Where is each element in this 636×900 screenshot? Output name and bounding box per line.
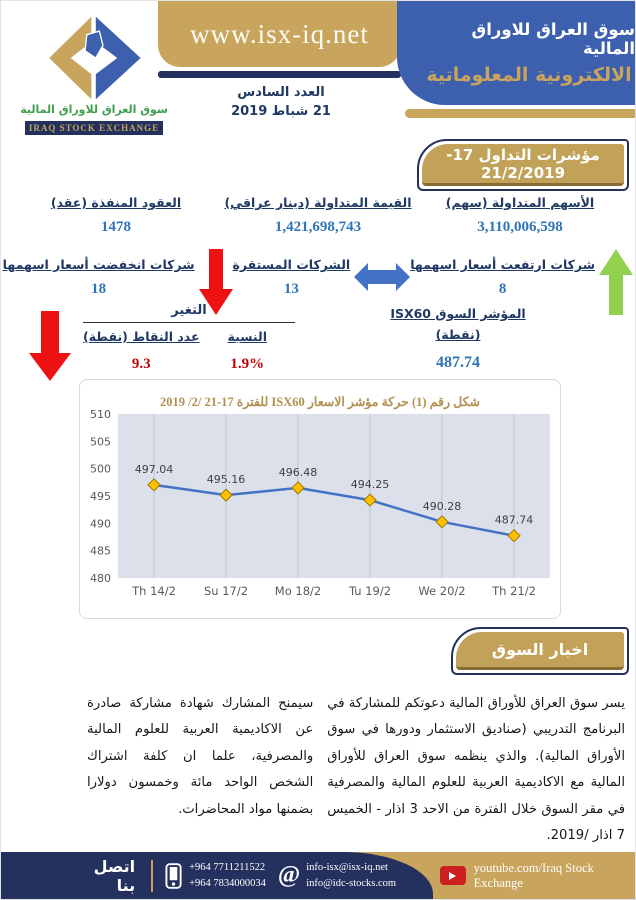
phone-icon — [165, 862, 182, 890]
stat-shares-traded — [419, 195, 621, 236]
move-label: الشركات المستقرة — [232, 257, 351, 272]
trading-indicators-banner-label: مؤشرات التداول 17-21/2/2019 — [422, 144, 624, 186]
masthead-gold-swoosh — [405, 109, 635, 118]
change-points-label: عدد النقاط (نقطة) — [83, 329, 200, 344]
big-red-down-arrow-icon — [29, 311, 71, 381]
stat-contracts-executed — [15, 195, 217, 236]
change-table — [83, 303, 295, 373]
svg-text:490: 490 — [90, 517, 111, 531]
svg-text:497.04: 497.04 — [134, 462, 174, 476]
isx60-value: 487.74 — [436, 353, 480, 371]
email-address-1[interactable]: info-isx@isx-iq.net — [306, 862, 388, 874]
stat-label: العقود المنفذة (عقد) — [50, 195, 182, 210]
news-paragraph-1: يسر سوق العراق للأوراق المالية دعوتكم للمشاركة في البرنامج التدريبي (صناديق الاستثمار ودورها في سوق الأوراق المالية). والذي ينظمه سوق العراق للأوراق المالية مع الاكاديمية العربية للعلوم المالية والمصرفية في مقر السوق خلال الفترة من الاحد 3 اذار - الخميس 7 اذار /2019. — [327, 696, 626, 844]
blue-horizontal-arrow-icon — [354, 259, 410, 295]
issue-date: 21 شباط 2019 — [231, 104, 331, 119]
email-at-icon: @ — [277, 862, 301, 888]
svg-text:495: 495 — [90, 490, 111, 503]
issue-block — [201, 85, 361, 119]
svg-text:510: 510 — [90, 410, 111, 421]
trading-indicators-banner — [417, 139, 629, 191]
svg-text:Tu 19/2: Tu 19/2 — [348, 584, 392, 598]
isx60-line-chart — [80, 410, 558, 608]
website-link[interactable]: www.isx-iq.net — [190, 18, 369, 49]
phone-number-1[interactable]: +964 7711211522 — [189, 862, 266, 874]
trading-stats-row — [1, 195, 635, 236]
isx60-label: المؤشر السوق ISX60 (نقطة) — [390, 306, 526, 343]
change-title: التغير — [83, 303, 295, 323]
isx-logo-icon — [40, 15, 148, 101]
footer — [1, 852, 636, 899]
youtube-link[interactable]: youtube.com/Iraq Stock Exchange — [473, 860, 594, 890]
news-paragraph-2: سيمنح المشارك شهادة مشاركة صادرة عن الاكاديمية العربية للعلوم المالية والمصرفية، علما ان كلفة اشتراك الشخص الواحد مائة وخمسون دولارا بضمنها مواد المحاضرات. — [87, 696, 314, 817]
masthead-title: سوق العراق للاوراق المالية — [471, 20, 635, 58]
issue-number: العدد السادس — [237, 85, 325, 100]
contact-us-label: اتصل بنا — [93, 856, 136, 895]
youtube-icon — [440, 866, 466, 885]
svg-text:490.28: 490.28 — [422, 499, 462, 513]
isx60-chart — [79, 379, 561, 619]
move-value: 13 — [283, 281, 299, 297]
svg-text:494.25: 494.25 — [350, 478, 390, 492]
stat-label: القيمة المتداولة (دينار عراقي) — [224, 195, 412, 210]
index-section — [1, 303, 635, 373]
svg-text:Th 14/2: Th 14/2 — [132, 584, 176, 598]
change-points-value: 9.3 — [131, 356, 151, 372]
market-news-banner — [451, 627, 629, 675]
change-percent-label: النسبة — [227, 329, 267, 344]
move-value: 18 — [91, 281, 107, 297]
svg-text:495.16: 495.16 — [206, 473, 246, 487]
change-percent — [200, 329, 295, 373]
move-label: شركات انخفضت أسعار اسهمها — [2, 257, 195, 272]
website-banner-underline — [158, 71, 401, 78]
svg-text:Mo 18/2: Mo 18/2 — [274, 584, 322, 598]
market-news-body — [87, 691, 625, 849]
isx60-index — [343, 303, 573, 373]
svg-text:487.74: 487.74 — [494, 513, 534, 527]
stat-value-traded — [217, 195, 419, 236]
svg-text:485: 485 — [90, 544, 111, 558]
stat-value: 3,110,006,598 — [477, 219, 563, 235]
isx-logo — [19, 15, 169, 135]
stat-value: 1478 — [101, 219, 131, 235]
market-news-banner-label: اخبار السوق — [456, 632, 624, 670]
move-value: 8 — [498, 281, 507, 297]
logo-english-text: IRAQ STOCK EXCHANGE — [25, 121, 163, 135]
svg-text:500: 500 — [90, 462, 111, 476]
footer-divider — [151, 860, 153, 892]
move-label: شركات ارتفعت أسعار اسهمها — [410, 257, 595, 272]
logo-arabic-text: سوق العراق للاوراق المالية — [20, 103, 168, 116]
website-banner — [158, 1, 401, 67]
svg-text:480: 480 — [90, 572, 111, 585]
stat-label: الأسهم المتداولة (سهم) — [445, 195, 595, 210]
stat-value: 1,421,698,743 — [274, 219, 362, 235]
svg-text:We 20/2: We 20/2 — [418, 584, 466, 598]
svg-text:496.48: 496.48 — [278, 465, 318, 479]
phone-number-2[interactable]: +964 7834000034 — [189, 877, 266, 889]
svg-text:Th 21/2: Th 21/2 — [492, 584, 536, 598]
svg-text:505: 505 — [90, 435, 111, 449]
masthead-subtitle: الالكترونية المعلوماتية — [426, 64, 632, 86]
email-addresses — [306, 860, 396, 890]
phone-numbers — [189, 860, 266, 890]
masthead-banner — [397, 1, 635, 105]
change-points — [83, 329, 200, 373]
svg-text:Su 17/2: Su 17/2 — [203, 584, 249, 598]
chart-title: شكل رقم (1) حركة مؤشر الاسعار ISX60 للفترة 17-21 /2/ 2019 — [160, 395, 480, 409]
email-address-2[interactable]: info@idc-stocks.com — [306, 877, 397, 889]
change-percent-value: 1.9% — [230, 356, 265, 372]
